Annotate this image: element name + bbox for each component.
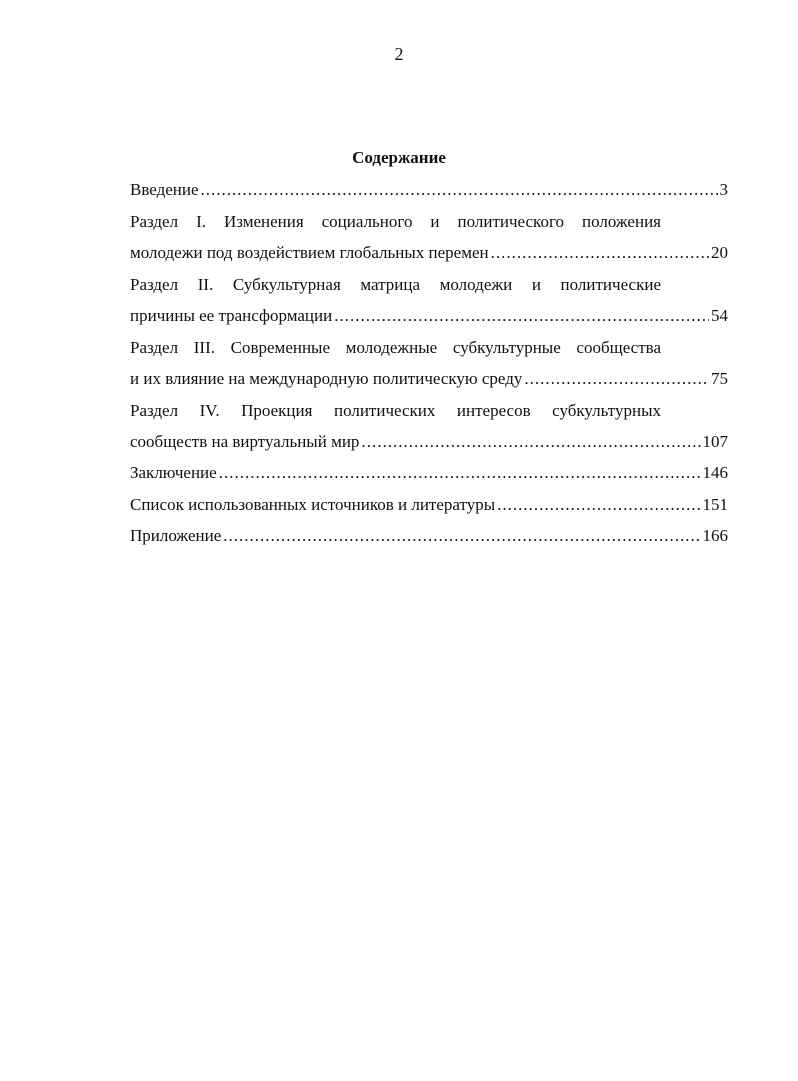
toc-entry-section-1-line-1[interactable]: Раздел I. Изменения социального и политического положения bbox=[130, 211, 661, 231]
page-number: 2 bbox=[394, 44, 404, 64]
toc-entry-page: 146 bbox=[702, 463, 728, 483]
toc-entry-section-3[interactable] bbox=[130, 363, 728, 395]
toc-entry-text: Введение bbox=[130, 179, 199, 199]
toc-entry-page: 151 bbox=[702, 494, 728, 514]
toc-entry-text: Заключение bbox=[130, 463, 217, 483]
toc-entry-section-1[interactable] bbox=[130, 237, 728, 269]
toc-entry-page: 54 bbox=[711, 305, 728, 325]
toc-entry-page: 107 bbox=[702, 431, 728, 451]
toc-entry-appendix[interactable] bbox=[130, 521, 728, 553]
toc-entry-page: 20 bbox=[711, 242, 728, 262]
dot-leader bbox=[361, 432, 700, 452]
dot-leader bbox=[201, 180, 718, 200]
dot-leader bbox=[223, 526, 700, 546]
toc-entry-section-2-line-1[interactable]: Раздел II. Субкультурная матрица молодежи и политические bbox=[130, 274, 661, 294]
toc-entry-text: молодежи под воздействием глобальных перемен bbox=[130, 242, 489, 262]
dot-leader bbox=[524, 369, 709, 389]
toc-entry-section-4[interactable] bbox=[130, 426, 728, 458]
toc-entry-page: 166 bbox=[702, 526, 728, 546]
table-of-contents bbox=[130, 174, 728, 552]
toc-entry-text: причины ее трансформации bbox=[130, 305, 333, 325]
toc-entry-page: 75 bbox=[711, 368, 728, 388]
toc-entry-references[interactable] bbox=[130, 489, 728, 521]
toc-entry-section-3-line-1[interactable]: Раздел III. Современные молодежные субкультурные сообщества bbox=[130, 337, 661, 357]
toc-entry-conclusion[interactable] bbox=[130, 458, 728, 490]
dot-leader bbox=[219, 463, 701, 483]
toc-entry-page: 3 bbox=[719, 179, 728, 199]
dot-leader bbox=[497, 495, 700, 515]
toc-entry-introduction[interactable] bbox=[130, 174, 728, 206]
toc-entry-text: сообществ на виртуальный мир bbox=[130, 431, 360, 451]
toc-entry-text: и их влияние на международную политическую среду bbox=[130, 368, 523, 388]
toc-entry-text: Список использованных источников и литературы bbox=[130, 494, 496, 514]
toc-entry-section-2[interactable] bbox=[130, 300, 728, 332]
toc-title: Содержание bbox=[352, 148, 446, 167]
toc-entry-section-4-line-1[interactable]: Раздел IV. Проекция политических интересов субкультурных bbox=[130, 400, 661, 420]
dot-leader bbox=[491, 243, 709, 263]
toc-entry-text: Приложение bbox=[130, 526, 222, 546]
dot-leader bbox=[334, 306, 709, 326]
